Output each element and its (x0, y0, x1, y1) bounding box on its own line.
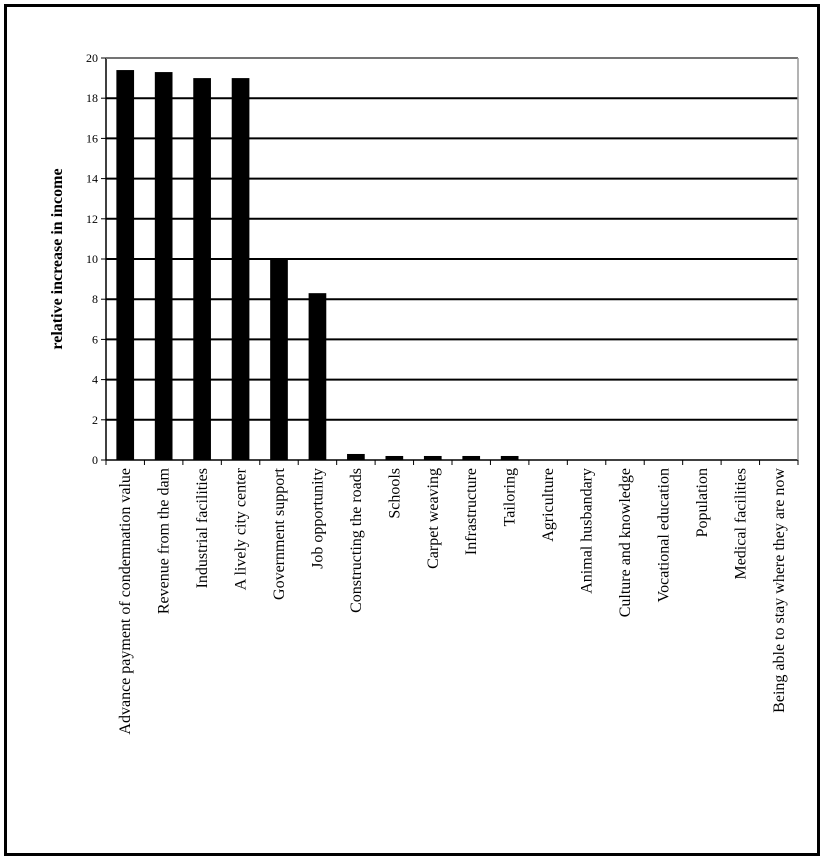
x-tick-label: Industrial facilities (194, 468, 212, 589)
y-tick-label: 12 (86, 211, 98, 226)
bar (193, 78, 211, 460)
x-tick-label: Job opportunity (309, 468, 327, 569)
y-tick-label: 18 (86, 91, 98, 106)
y-tick-label: 16 (86, 131, 98, 146)
y-tick-label: 4 (92, 372, 98, 387)
bar (347, 454, 365, 460)
y-tick-label: 20 (86, 51, 98, 65)
x-tick-label: Government support (271, 468, 288, 600)
x-ticks (106, 460, 798, 735)
x-tick-label: Revenue from the dam (155, 468, 173, 615)
x-tick-label: A lively city center (232, 468, 250, 591)
bar (232, 78, 250, 460)
bars (116, 70, 518, 460)
y-tick-label: 10 (86, 252, 98, 266)
x-tick-label: Medical facilities (732, 468, 750, 580)
x-tick-label: Advance payment of condemnation value (117, 468, 135, 735)
bar (309, 293, 327, 460)
y-tick-label: 8 (92, 292, 98, 307)
x-tick-label: Culture and knowledge (617, 468, 634, 618)
y-tick-label: 14 (86, 171, 98, 186)
bar (155, 72, 173, 460)
x-tick-label: Being able to stay where they are now (770, 468, 788, 713)
y-tick-label: 2 (92, 412, 98, 427)
bar (270, 259, 288, 460)
x-tick-label: Animal husbandary (578, 468, 596, 594)
x-tick-label: Carpet weaving (424, 468, 442, 569)
y-axis-title: relative increase in income (49, 168, 66, 350)
x-tick-label: Constructing the roads (347, 468, 365, 613)
x-tick-label: Agriculture (540, 468, 558, 542)
y-ticks (86, 51, 106, 467)
x-tick-label: Tailoring (501, 468, 519, 527)
bar (116, 70, 134, 460)
y-tick-label: 0 (92, 453, 98, 467)
y-tick-label: 6 (92, 332, 98, 347)
x-tick-label: Population (693, 468, 711, 538)
x-tick-label: Vocational education (655, 468, 673, 603)
x-tick-label: Schools (386, 468, 404, 519)
x-tick-label: Infrastructure (463, 468, 481, 556)
